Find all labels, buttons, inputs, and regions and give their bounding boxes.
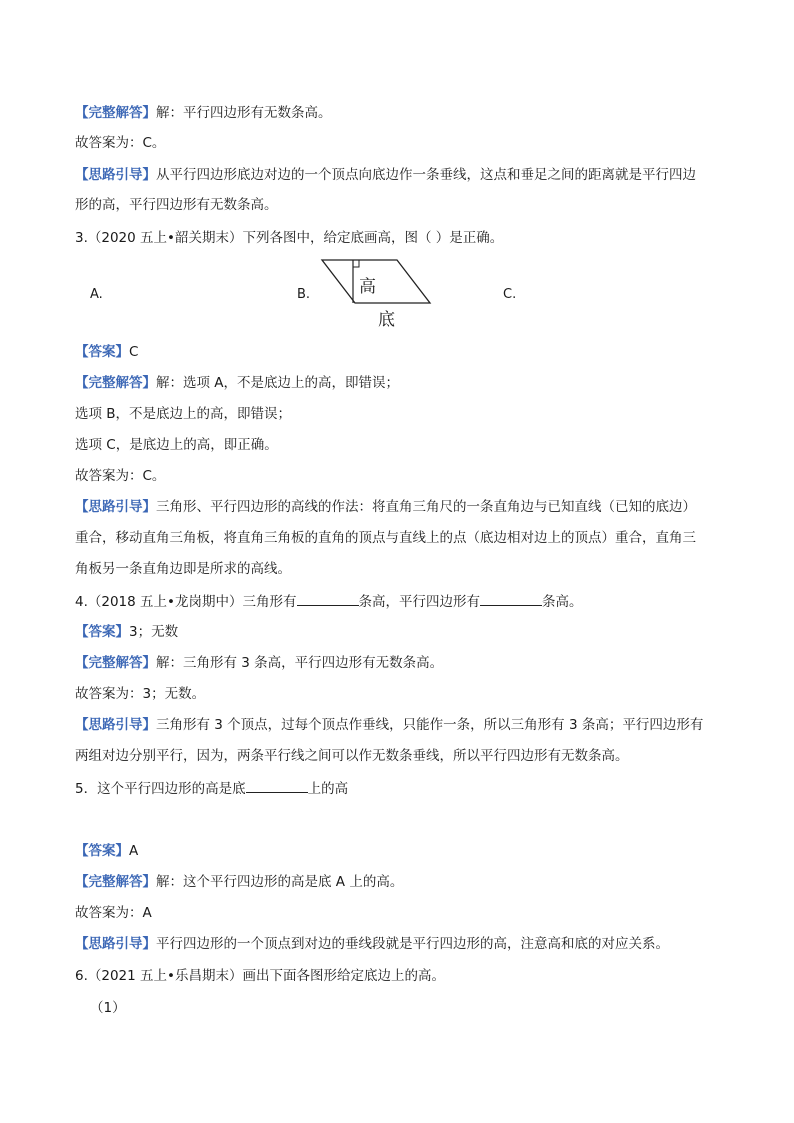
answer-tag: 【答案】 [75, 624, 129, 640]
q3-guide-line3: 角板另一条直角边即是所求的高线。 [75, 561, 291, 577]
full-answer-tag: 【完整解答】 [75, 874, 156, 890]
q5-guide [75, 935, 669, 953]
guide-text: 三角形、平行四边形的高线的作法：将直角三角尺的一条直角边与已知直线（已知的底边） [156, 499, 696, 515]
q4-full-answer [75, 654, 443, 672]
full-answer-text: 解：三角形有 3 条高，平行四边形有无数条高。 [156, 655, 444, 671]
right-angle-mark [353, 260, 359, 267]
q4-question-part1: 4.（2018 五上•龙岗期中）三角形有 [75, 594, 297, 610]
q4-guide [75, 716, 703, 734]
q5-answer [75, 842, 138, 860]
q2-guide-line2: 形的高，平行四边形有无数条高。 [75, 197, 278, 213]
answer-value: A [129, 843, 139, 859]
full-answer-text: 解：这个平行四边形的高是底 A 上的高。 [156, 874, 404, 890]
option-b-label: B. [297, 287, 311, 302]
answer-tag: 【答案】 [75, 843, 129, 859]
guide-tag: 【思路引导】 [75, 936, 156, 952]
full-answer-tag: 【完整解答】 [75, 655, 156, 671]
q2-full-answer [75, 104, 332, 122]
q3-guide-line2: 重合，移动直角三角板，将直角三角板的直角的顶点与直线上的点（底边相对边上的顶点）重合，直角三 [75, 530, 696, 546]
q3-question: 3.（2020 五上•韶关期末）下列各图中，给定底画高，图（ ）是正确。 [75, 230, 504, 246]
q4-question [75, 592, 583, 611]
q3-option-c-explanation: 选项 C，是底边上的高，即正确。 [75, 437, 278, 453]
guide-tag: 【思路引导】 [75, 167, 156, 183]
q4-conclusion: 故答案为：3；无数。 [75, 686, 206, 702]
q4-question-part2: 条高，平行四边形有 [358, 594, 480, 610]
q2-guide [75, 166, 696, 184]
q3-option-b-explanation: 选项 B，不是底边上的高，即错误； [75, 406, 292, 422]
q5-question-part1: 5．这个平行四边形的高是底 [75, 781, 246, 797]
q3-conclusion: 故答案为：C。 [75, 468, 166, 484]
q4-question-part3: 条高。 [542, 594, 583, 610]
guide-tag: 【思路引导】 [75, 717, 156, 733]
q6-question: 6.（2021 五上•乐昌期末）画出下面各图形给定底边上的高。 [75, 968, 445, 984]
full-answer-text: 解：选项 A，不是底边上的高，即错误； [156, 375, 400, 391]
q5-question-part2: 上的高 [307, 781, 349, 797]
q3-answer [75, 343, 138, 361]
guide-text: 平行四边形的一个顶点到对边的垂线段就是平行四边形的高，注意高和底的对应关系。 [156, 936, 669, 952]
q6-sub1: （1） [90, 1000, 126, 1016]
answer-value: 3；无数 [129, 624, 179, 640]
full-answer-tag: 【完整解答】 [75, 375, 156, 391]
q3-full-answer [75, 374, 399, 392]
q4-answer [75, 623, 178, 641]
q4-guide-line2: 两组对边分别平行，因为，两条平行线之间可以作无数条垂线，所以平行四边形有无数条高。 [75, 748, 629, 764]
q5-conclusion: 故答案为：A [75, 905, 152, 921]
q5-question [75, 779, 348, 798]
option-a-label: A. [90, 287, 103, 302]
q3-guide [75, 498, 696, 516]
full-answer-text: 解：平行四边形有无数条高。 [156, 105, 332, 121]
answer-value: C [129, 344, 139, 360]
guide-tag: 【思路引导】 [75, 499, 156, 515]
base-label: 底 [378, 310, 395, 330]
option-c-label: C. [503, 287, 517, 302]
guide-text: 三角形有 3 个顶点，过每个顶点作垂线，只能作一条，所以三角形有 3 条高；平行四边形有 [156, 717, 704, 733]
q5-full-answer [75, 873, 403, 891]
parallelogram-shape [322, 260, 430, 303]
height-label: 高 [359, 277, 376, 297]
answer-blank-1[interactable] [297, 592, 359, 606]
q2-conclusion: 故答案为：C。 [75, 135, 166, 151]
answer-blank[interactable] [246, 779, 308, 793]
answer-blank-2[interactable] [480, 592, 542, 606]
answer-tag: 【答案】 [75, 344, 129, 360]
option-b-parallelogram-figure [318, 255, 436, 330]
guide-text: 从平行四边形底边对边的一个顶点向底边作一条垂线，这点和垂足之间的距离就是平行四边 [156, 167, 696, 183]
full-answer-tag: 【完整解答】 [75, 105, 156, 121]
